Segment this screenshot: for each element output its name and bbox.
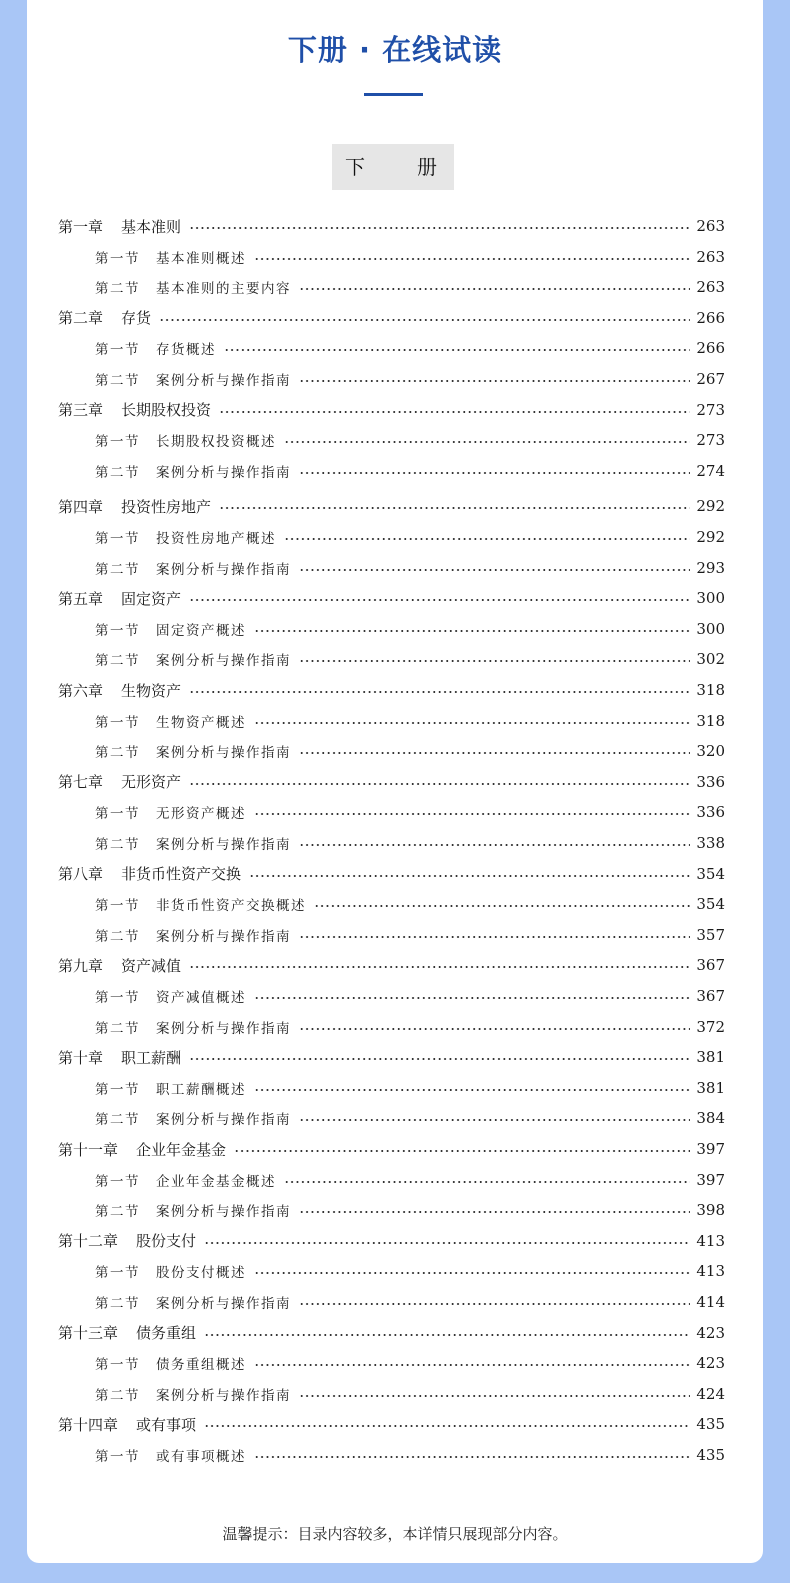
- toc-title: 存货概述: [156, 342, 216, 359]
- dot-leader: [254, 997, 690, 999]
- dot-leader: [189, 599, 690, 601]
- toc-page-number: 302: [696, 650, 725, 669]
- toc-title: 或有事项: [136, 1415, 197, 1434]
- toc-number: 第一节: [95, 898, 140, 915]
- toc-page-number: 266: [696, 339, 725, 358]
- dot-leader: [234, 1150, 690, 1152]
- dot-leader: [299, 844, 690, 846]
- toc-number: 第二节: [95, 1204, 140, 1221]
- toc-title: 案例分析与操作指南: [156, 1296, 291, 1312]
- toc-chapter-row[interactable]: [58, 493, 725, 519]
- toc-title: 股份支付概述: [156, 1265, 246, 1282]
- toc-chapter-row[interactable]: [58, 1320, 725, 1346]
- toc-chapter-row[interactable]: [58, 1044, 725, 1070]
- toc-section-row[interactable]: [95, 891, 725, 917]
- toc-section-row[interactable]: [95, 616, 725, 642]
- toc-title: 案例分析与操作指南: [156, 745, 291, 762]
- dot-leader: [189, 227, 690, 229]
- toc-number: 第一节: [95, 1081, 140, 1098]
- dot-leader: [254, 258, 690, 260]
- dot-leader: [299, 288, 690, 290]
- toc-title: 案例分析与操作指南: [156, 653, 291, 670]
- dot-leader: [299, 1395, 690, 1397]
- toc-page-number: 266: [696, 308, 725, 327]
- dot-leader: [254, 1272, 690, 1274]
- toc-number: 第一节: [95, 1173, 140, 1190]
- dot-leader: [284, 538, 690, 540]
- toc-page-number: 273: [696, 400, 725, 419]
- toc-page-number: 263: [696, 247, 725, 266]
- toc-page-number: 338: [696, 834, 725, 852]
- dot-leader: [189, 1058, 690, 1060]
- toc-chapter-row[interactable]: [58, 677, 725, 703]
- toc-page-number: 398: [696, 1201, 725, 1220]
- page-title: 下册 · 在线试读: [287, 33, 503, 67]
- toc-page-number: 372: [696, 1017, 725, 1036]
- toc-section-row[interactable]: [95, 1075, 725, 1101]
- toc-number: 第一节: [95, 342, 140, 359]
- dot-leader: [189, 783, 690, 785]
- toc-title: 案例分析与操作指南: [156, 928, 291, 945]
- toc-page-number: 435: [696, 1415, 725, 1434]
- toc-section-row[interactable]: [95, 1197, 725, 1223]
- toc-section-row[interactable]: [95, 524, 725, 550]
- toc-title: 基本准则概述: [156, 250, 246, 267]
- toc-chapter-row[interactable]: [58, 213, 725, 239]
- toc-title: 案例分析与操作指南: [156, 464, 291, 481]
- toc-page-number: 293: [696, 558, 725, 577]
- toc-page-number: 292: [696, 528, 725, 546]
- toc-page-number: 435: [696, 1446, 725, 1464]
- toc-title: 生物资产概述: [156, 714, 246, 731]
- dot-leader: [299, 752, 690, 754]
- dot-leader: [299, 1119, 690, 1121]
- toc-section-row[interactable]: [95, 1442, 725, 1468]
- toc-section-row[interactable]: [95, 335, 725, 361]
- toc-page-number: 274: [696, 461, 725, 480]
- toc-page-number: 320: [696, 742, 725, 761]
- toc-title: 投资性房地产: [121, 497, 212, 516]
- toc-number: 第一节: [95, 531, 140, 547]
- toc-title: 案例分析与操作指南: [156, 373, 291, 389]
- toc-page-number: 413: [696, 1262, 725, 1281]
- toc-title: 基本准则的主要内容: [156, 281, 291, 298]
- toc-title: 案例分析与操作指南: [156, 561, 291, 578]
- dot-leader: [299, 1303, 690, 1305]
- toc-section-row[interactable]: [95, 458, 725, 484]
- content-card: [27, 0, 763, 1563]
- toc-chapter-row[interactable]: [58, 397, 725, 423]
- toc-page-number: 354: [696, 895, 725, 914]
- toc-number: 第一节: [95, 714, 140, 731]
- toc-number: 第二章: [58, 309, 104, 328]
- toc-title: 固定资产概述: [156, 622, 246, 639]
- toc-chapter-row[interactable]: [58, 952, 725, 978]
- toc-page-number: 423: [696, 1354, 725, 1373]
- toc-number: 第一节: [95, 434, 140, 451]
- dot-leader: [189, 691, 690, 693]
- dot-leader: [299, 1028, 690, 1030]
- toc-page-number: 381: [696, 1048, 725, 1067]
- toc-page-number: 300: [696, 589, 725, 608]
- toc-page-number: 336: [696, 772, 725, 791]
- toc-chapter-row[interactable]: [58, 305, 725, 331]
- toc-title: 案例分析与操作指南: [156, 1387, 291, 1404]
- dot-leader: [249, 875, 690, 877]
- toc-section-row[interactable]: [95, 738, 725, 764]
- toc-number: 第六章: [58, 681, 104, 700]
- toc-number: 第一节: [95, 622, 140, 639]
- toc-chapter-row[interactable]: [58, 861, 725, 887]
- toc-page-number: 381: [696, 1078, 725, 1097]
- toc-title: 资产减值: [121, 956, 182, 975]
- toc-chapter-row[interactable]: [58, 769, 725, 795]
- toc-title: 基本准则: [121, 217, 182, 236]
- dot-leader: [299, 569, 690, 571]
- dot-leader: [254, 1364, 690, 1366]
- toc-page-number: 424: [696, 1384, 725, 1403]
- dot-leader: [254, 722, 690, 724]
- toc-number: 第七章: [58, 773, 104, 792]
- toc-section-row[interactable]: [95, 274, 725, 300]
- dot-leader: [254, 813, 690, 815]
- toc-title: 股份支付: [136, 1232, 197, 1251]
- toc-title: 资产减值概述: [156, 990, 246, 1006]
- toc-title: 投资性房地产概述: [156, 531, 276, 547]
- toc-chapter-row[interactable]: [58, 585, 725, 611]
- toc-number: 第十三章: [58, 1324, 119, 1343]
- toc-section-row[interactable]: [95, 1289, 725, 1315]
- toc-number: 第二节: [95, 1387, 140, 1404]
- toc-section-row[interactable]: [95, 427, 725, 453]
- toc-section-row[interactable]: [95, 366, 725, 392]
- dot-leader: [204, 1242, 690, 1244]
- dot-leader: [314, 905, 690, 907]
- toc-title: 案例分析与操作指南: [156, 1112, 291, 1129]
- toc-number: 第八章: [58, 865, 104, 884]
- toc-section-row[interactable]: [95, 1014, 725, 1040]
- toc-number: 第一章: [58, 217, 104, 236]
- toc-number: 第二节: [95, 464, 140, 481]
- toc-page-number: 367: [696, 956, 725, 975]
- toc-title: 非货币性资产交换: [121, 865, 242, 884]
- toc-number: 第一节: [95, 990, 140, 1006]
- toc-number: 第五章: [58, 589, 104, 608]
- toc-number: 第二节: [95, 745, 140, 762]
- toc-title: 企业年金基金概述: [156, 1173, 276, 1190]
- dot-leader: [299, 1211, 690, 1213]
- toc-number: 第二节: [95, 928, 140, 945]
- toc-chapter-row[interactable]: [58, 1228, 725, 1254]
- toc-section-row[interactable]: [95, 799, 725, 825]
- dot-leader: [204, 1425, 690, 1427]
- toc-number: 第二节: [95, 561, 140, 578]
- toc-number: 第一节: [95, 250, 140, 267]
- toc-page-number: 397: [696, 1140, 725, 1158]
- toc-page-number: 273: [696, 431, 725, 450]
- footer-note: 温馨提示：目录内容较多，本详情只展现部分内容。: [222, 1525, 568, 1543]
- dot-leader: [284, 441, 690, 443]
- toc-number: 第三章: [58, 401, 104, 420]
- toc-title: 存货: [121, 309, 152, 328]
- dot-leader: [254, 1089, 690, 1091]
- dot-leader: [299, 472, 690, 474]
- toc-number: 第一节: [95, 1265, 140, 1282]
- dot-leader: [254, 1456, 690, 1458]
- toc-number: 第一节: [95, 1449, 140, 1465]
- toc-chapter-row[interactable]: [58, 1136, 725, 1162]
- dot-leader: [299, 660, 690, 662]
- toc-section-row[interactable]: [95, 983, 725, 1009]
- toc-title: 长期股权投资: [121, 401, 212, 420]
- toc-section-row[interactable]: [95, 708, 725, 734]
- toc-number: 第一节: [95, 1357, 140, 1374]
- toc-page-number: 413: [696, 1231, 725, 1250]
- toc-page-number: 336: [696, 803, 725, 822]
- toc-title: 案例分析与操作指南: [156, 837, 291, 853]
- dot-leader: [299, 380, 690, 382]
- toc-title: 案例分析与操作指南: [156, 1204, 291, 1221]
- toc-title: 长期股权投资概述: [156, 434, 276, 451]
- dot-leader: [204, 1334, 690, 1336]
- toc-title: 案例分析与操作指南: [156, 1020, 291, 1037]
- toc-number: 第二节: [95, 281, 140, 298]
- toc-page-number: 318: [696, 681, 725, 699]
- toc-number: 第二节: [95, 1112, 140, 1129]
- toc-title: 无形资产概述: [156, 806, 246, 823]
- toc-page-number: 414: [696, 1293, 725, 1311]
- toc-chapter-row[interactable]: [58, 1411, 725, 1437]
- toc-number: 第二节: [95, 837, 140, 853]
- toc-section-row[interactable]: [95, 646, 725, 672]
- toc-section-row[interactable]: [95, 1350, 725, 1376]
- dot-leader: [284, 1181, 690, 1183]
- dot-leader: [254, 630, 690, 632]
- toc-section-row[interactable]: [95, 1381, 725, 1407]
- toc-number: 第二节: [95, 1296, 140, 1312]
- toc-page-number: 354: [696, 864, 725, 883]
- toc-title: 非货币性资产交换概述: [156, 898, 306, 915]
- toc-title: 职工薪酬: [121, 1048, 182, 1067]
- toc-page-number: 367: [696, 987, 725, 1005]
- toc-number: 第二节: [95, 653, 140, 670]
- toc-number: 第二节: [95, 373, 140, 389]
- toc-number: 第二节: [95, 1020, 140, 1037]
- toc-number: 第十一章: [58, 1140, 119, 1159]
- toc-title: 职工薪酬概述: [156, 1081, 246, 1098]
- toc-number: 第四章: [58, 497, 104, 516]
- toc-section-row[interactable]: [95, 1105, 725, 1131]
- dot-leader: [219, 411, 690, 413]
- toc-page-number: 263: [696, 278, 725, 297]
- toc-section-row[interactable]: [95, 555, 725, 581]
- toc-section-row[interactable]: [95, 922, 725, 948]
- toc-section-row[interactable]: [95, 244, 725, 270]
- toc-page-number: 384: [696, 1109, 725, 1128]
- toc-number: 第九章: [58, 956, 104, 975]
- dot-leader: [189, 966, 690, 968]
- toc-number: 第十章: [58, 1048, 104, 1067]
- dot-leader: [299, 936, 690, 938]
- toc-title: 无形资产: [121, 773, 182, 792]
- title-underline: [364, 93, 423, 96]
- toc-title: 固定资产: [121, 589, 182, 608]
- dot-leader: [159, 319, 690, 321]
- volume-label: 下 册: [332, 144, 454, 190]
- toc-title: 企业年金基金: [136, 1140, 227, 1159]
- toc-section-row[interactable]: [95, 1258, 725, 1284]
- toc-page-number: 318: [696, 711, 725, 730]
- toc-page-number: 397: [696, 1170, 725, 1189]
- toc-number: 第十四章: [58, 1415, 119, 1434]
- toc-page-number: 423: [696, 1323, 725, 1342]
- toc-number: 第一节: [95, 806, 140, 823]
- toc-title: 债务重组概述: [156, 1357, 246, 1374]
- toc-title: 债务重组: [136, 1324, 197, 1343]
- toc-page-number: 357: [696, 925, 725, 944]
- toc-page-number: 267: [696, 370, 725, 388]
- toc-section-row[interactable]: [95, 830, 725, 856]
- toc-title: 生物资产: [121, 681, 182, 700]
- toc-page-number: 300: [696, 619, 725, 638]
- toc-page-number: 263: [696, 217, 725, 235]
- toc-section-row[interactable]: [95, 1167, 725, 1193]
- dot-leader: [224, 349, 690, 351]
- toc-page-number: 292: [696, 497, 725, 516]
- dot-leader: [219, 507, 690, 509]
- toc-title: 或有事项概述: [156, 1449, 246, 1465]
- toc-number: 第十二章: [58, 1232, 119, 1251]
